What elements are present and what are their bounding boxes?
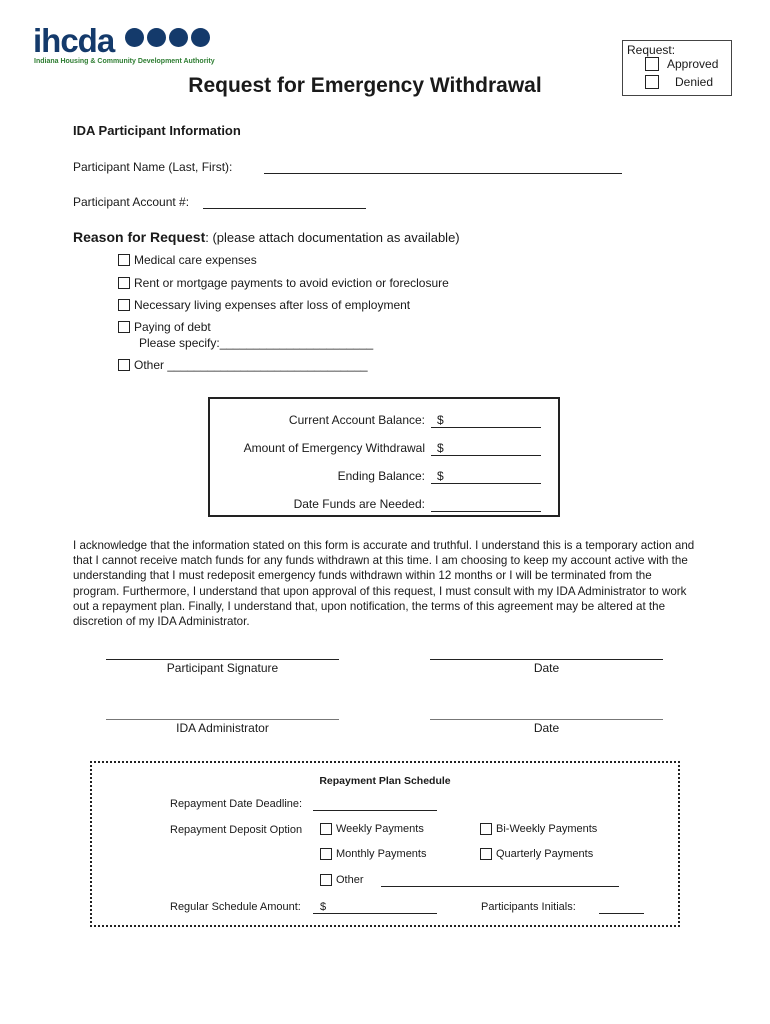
house-icon <box>191 28 210 47</box>
withdrawal-amount-currency: $ <box>437 441 444 455</box>
schedule-amount-currency: $ <box>320 901 327 913</box>
current-balance-label: Current Account Balance: <box>288 413 425 427</box>
participant-account-label: Participant Account #: <box>73 195 190 209</box>
house-icon <box>169 28 188 47</box>
option-monthly[interactable] <box>320 848 426 860</box>
option-label: Quarterly Payments <box>496 848 594 860</box>
participant-name-label: Participant Name (Last, First): <box>73 160 233 174</box>
initials-label: Participants Initials: <box>481 901 576 913</box>
initials-field[interactable] <box>599 913 644 914</box>
option-label: Medical care expenses <box>134 253 257 267</box>
checkbox[interactable] <box>320 874 332 886</box>
reason-option-debt[interactable] <box>118 320 211 334</box>
participant-name-field[interactable] <box>264 173 622 174</box>
participant-heading: IDA Participant Information <box>73 123 241 138</box>
repayment-deadline-field[interactable] <box>313 810 437 811</box>
option-other[interactable] <box>320 874 364 886</box>
current-balance-field[interactable] <box>431 427 541 428</box>
option-label: Weekly Payments <box>336 823 424 835</box>
approved-checkbox[interactable] <box>645 57 659 71</box>
logo-subtitle: Indiana Housing & Community Development Authority <box>34 58 215 65</box>
date-funds-field[interactable] <box>431 511 541 512</box>
checkbox[interactable] <box>480 848 492 860</box>
date-label-1: Date <box>533 661 560 675</box>
option-label: Bi-Weekly Payments <box>496 823 598 835</box>
schedule-amount-field[interactable] <box>313 913 437 914</box>
other-option-field[interactable] <box>381 886 619 887</box>
checkbox[interactable] <box>320 848 332 860</box>
reason-heading: Reason for Request <box>73 229 206 245</box>
participant-account-field[interactable] <box>203 208 366 209</box>
option-label: Paying of debt <box>134 320 211 334</box>
reason-note: : (please attach documentation as available) <box>205 230 460 245</box>
option-label: Other ______________________________ <box>134 358 368 372</box>
option-label: Monthly Payments <box>336 848 427 860</box>
repayment-option-label: Repayment Deposit Option <box>170 824 303 836</box>
withdrawal-amount-field[interactable] <box>431 455 541 456</box>
denied-label: Denied <box>675 75 714 89</box>
specify-label[interactable]: Please specify:_______________________ <box>139 336 374 350</box>
participant-signature-line[interactable] <box>106 659 339 660</box>
checkbox[interactable] <box>118 321 130 333</box>
page-title: Request for Emergency Withdrawal <box>188 74 542 97</box>
reason-option-other[interactable] <box>118 358 368 372</box>
acknowledgement-text: I acknowledge that the information stated on this form is accurate and truthful. I understand this is a temporary action and that I cannot receive match funds for any funds withdrawn at this time. I am choosing to keep my account active with the understanding that I must redeposit emergency funds withdrawn within 12 months or I will be terminated from the program. Furthermore, I understand that upon approval of this request, I must consult with my IDA Administrator to work out a repayment plan. Finally, I understand that, upon notification, the terms of this agreement may be altered at the discretion of my IDA Administrator. <box>73 539 695 629</box>
option-quarterly[interactable] <box>480 848 593 860</box>
schedule-amount-label: Regular Schedule Amount: <box>170 901 301 913</box>
repayment-deadline-label: Repayment Date Deadline: <box>170 798 303 810</box>
date-line-1[interactable] <box>430 659 663 660</box>
option-label: Other <box>336 874 364 886</box>
checkbox[interactable] <box>480 823 492 835</box>
ihcda-logo-text: ihcda <box>33 22 115 59</box>
checkbox[interactable] <box>118 359 130 371</box>
house-icon <box>125 28 144 47</box>
ending-balance-currency: $ <box>437 469 444 483</box>
repayment-heading: Repayment Plan Schedule <box>319 775 451 787</box>
checkbox[interactable] <box>118 277 130 289</box>
reason-heading-row <box>73 229 460 245</box>
logo-house-icons <box>125 28 210 47</box>
date-label-2: Date <box>533 721 560 735</box>
reason-option-medical[interactable] <box>118 253 257 267</box>
reason-option-living[interactable] <box>118 298 410 312</box>
checkbox[interactable] <box>118 299 130 311</box>
administrator-label: IDA Administrator <box>176 721 269 735</box>
date-funds-label: Date Funds are Needed: <box>293 497 425 511</box>
option-label: Rent or mortgage payments to avoid eviction or foreclosure <box>134 276 449 290</box>
ending-balance-field[interactable] <box>431 483 541 484</box>
current-balance-currency: $ <box>437 413 444 427</box>
withdrawal-amount-label: Amount of Emergency Withdrawal <box>243 441 425 455</box>
option-biweekly[interactable] <box>480 823 597 835</box>
reason-option-rent[interactable] <box>118 276 449 290</box>
checkbox[interactable] <box>118 254 130 266</box>
checkbox[interactable] <box>320 823 332 835</box>
request-label: Request: <box>627 43 676 57</box>
house-icon <box>147 28 166 47</box>
option-label: Necessary living expenses after loss of employment <box>134 298 411 312</box>
option-weekly[interactable] <box>320 823 424 835</box>
ending-balance-label: Ending Balance: <box>337 469 425 483</box>
participant-signature-label: Participant Signature <box>166 661 279 675</box>
administrator-signature-line[interactable] <box>106 719 339 720</box>
date-line-2[interactable] <box>430 719 663 720</box>
approved-label: Approved <box>667 57 719 71</box>
